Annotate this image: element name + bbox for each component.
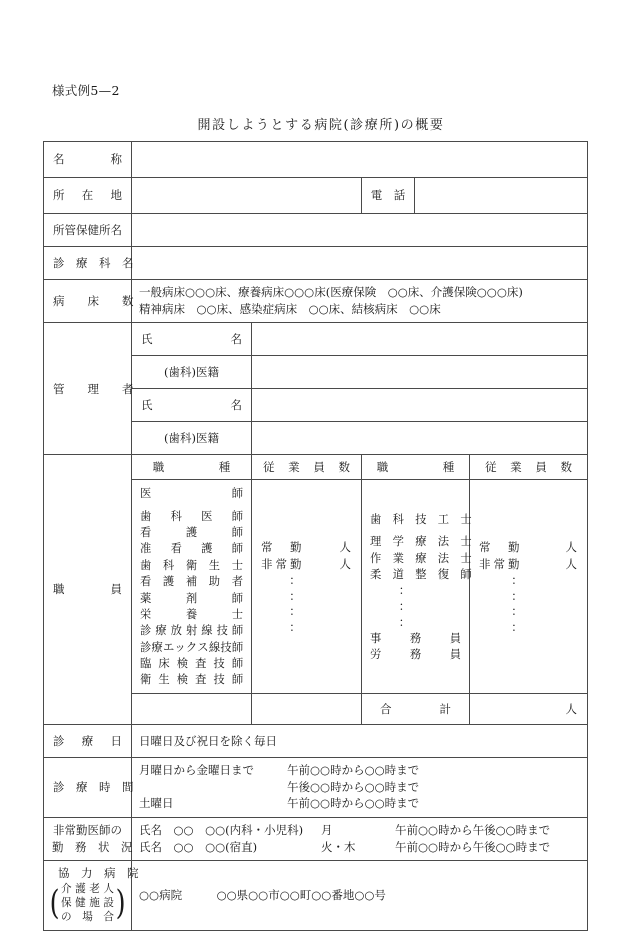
clinic-days-label: 診 療 日 [44,724,132,757]
clinic-hours-value [132,757,588,817]
staff-count-header-left: 従 業 員 数 [252,455,362,480]
form-number: 様式例5—2 [52,83,120,98]
cooperating-hospital-value[interactable]: ○○病院 ○○県○○市○○町○○番地○○号 [132,861,588,931]
job-item: 事 務 員 [370,631,461,645]
count-fulltime-label: 常 勤 [479,540,523,555]
hours-day: 土曜日 [139,796,174,811]
job-item: 理 学 療 法 士 [370,535,472,549]
count-fulltime-row [479,539,577,556]
job-item: 医 師 [140,487,243,501]
count-placeholder: ： [289,620,301,635]
part-time-day: 月 [321,822,333,837]
administrator-registry-value-2[interactable] [252,422,588,455]
table-row-department [44,247,588,280]
count-placeholder: ： [289,588,301,603]
cooperating-label-top: 協 力 病 院 [58,866,139,881]
cooperating-label-paren-lines [61,883,114,925]
administrator-registry-label-1: (歯科)医籍 [132,356,252,389]
table-row-administrator-1 [44,323,588,356]
department-value[interactable] [132,247,588,280]
department-label: 診 療 科 名 [44,247,132,280]
table-row-clinic-days [44,724,588,757]
administrator-name-value-1[interactable] [252,323,588,356]
count-parttime-label: 非常勤 [479,557,523,572]
count-placeholder: ： [511,620,523,635]
job-item: 看 護 師 [140,526,243,540]
cooperating-hospital-label [44,861,139,931]
job-item: 衛 生 検 査 技 師 [140,673,243,687]
job-item: 看 護 補 助 者 [140,575,243,589]
job-placeholder: ： [398,599,411,614]
facility-outline-table [43,141,588,931]
beds-label: 病 床 数 [44,280,132,323]
job-placeholder: ： [398,614,411,629]
hours-time: 午前○○時から○○時まで [287,762,420,777]
staff-count-header-right: 従 業 員 数 [470,455,588,480]
hours-time: 午後○○時から○○時まで [287,779,420,794]
job-item: 臨 床 検 査 技 師 [140,657,243,671]
clinic-days-value: 日曜日及び祝日を除く毎日 [132,724,588,757]
staff-counts-right[interactable] [470,480,588,694]
administrator-registry-value-1[interactable] [252,356,588,389]
paren-line: の 場 合 [61,910,114,923]
administrator-label: 管 理 者 [44,323,132,455]
job-item: 診 療 放 射 線 技 師 [140,624,243,638]
paren-close-icon: ) [115,882,126,923]
staff-jobs-right [362,480,470,694]
cooperating-label-paren-group [50,883,125,925]
staff-total-value[interactable]: 人 [470,693,588,724]
table-row-address [44,178,588,214]
part-time-doctors-value [132,817,588,860]
staff-total-spacer-job [132,693,252,724]
health-center-value[interactable] [132,214,588,247]
hours-day: 月曜日から金曜日まで [139,762,254,777]
job-item: 歯 科 衛 生 士 [140,558,243,572]
job-item: 作 業 療 法 士 [370,551,472,565]
beds-line-2: 精神病床 ○○床、感染症病床 ○○床、結核病床 ○○床 [139,301,441,316]
administrator-registry-label-2: (歯科)医籍 [132,422,252,455]
table-row-part-time-doctors [44,817,588,860]
name-label: 名 称 [44,142,132,178]
job-placeholder: ： [398,583,411,598]
paren-line: 介護老人 [61,882,114,895]
part-time-entry [139,822,580,839]
clinic-hours-label: 診 療 時 間 [44,757,132,817]
staff-label: 職 員 [44,455,132,725]
table-row-cooperating-hospital [44,861,588,931]
staff-jobs-left [132,480,252,694]
job-item: 歯 科 医 師 [140,509,243,523]
unit-person: 人 [339,540,351,555]
staff-total-label: 合 計 [362,693,470,724]
phone-label: 電 話 [362,178,415,214]
hours-line [139,795,580,812]
count-parttime-row [261,556,351,573]
staff-job-header-left: 職 種 [132,455,252,480]
page-title: 開設しようとする病院(診療所)の概要 [197,118,445,133]
staff-job-header-right: 職 種 [362,455,470,480]
part-time-label-line-1: 非常勤医師の [53,823,122,838]
part-time-doctors-label [44,817,132,860]
count-parttime-row [479,556,577,573]
paren-open-icon: ( [49,882,60,923]
count-fulltime-row [261,539,351,556]
part-time-label-line-2: 勤 務 状 況 [52,840,133,855]
job-item: 柔 道 整 復 師 [370,567,472,581]
table-row-staff-header [44,455,588,480]
administrator-name-label-1: 氏 名 [132,323,252,356]
part-time-time: 午前○○時から午後○○時まで [395,822,551,837]
table-row-health-center [44,214,588,247]
job-item: 診療エックス線技師 [140,640,243,654]
staff-counts-left[interactable] [252,480,362,694]
job-item: 薬 剤 師 [140,591,243,605]
hours-line [139,762,580,779]
count-placeholder: ： [511,588,523,603]
address-label: 所 在 地 [44,178,132,214]
part-time-name: 氏名 ○○ ○○(内科・小児科) [139,822,304,837]
job-item: 准 看 護 師 [140,542,243,556]
table-row-clinic-hours [44,757,588,817]
unit-person: 人 [565,557,577,572]
part-time-time: 午前○○時から午後○○時まで [395,839,551,854]
staff-total-spacer-count [252,693,362,724]
beds-line-1: 一般病床○○○床、療養病床○○○床(医療保険 ○○床、介護保険○○○床) [139,285,523,299]
name-value[interactable] [132,142,588,178]
address-value[interactable] [132,178,362,214]
beds-value [132,280,588,323]
table-row-beds [44,280,588,323]
part-time-day: 火・木 [321,839,356,854]
unit-person: 人 [565,540,577,555]
paren-line: 保健施設 [61,896,114,909]
administrator-name-label-2: 氏 名 [132,389,252,422]
count-fulltime-label: 常 勤 [261,540,305,555]
part-time-entry [139,839,580,856]
table-row-name [44,142,588,178]
phone-value[interactable] [415,178,588,214]
health-center-label: 所管保健所名 [44,214,132,247]
count-placeholder: ： [511,572,523,587]
job-item: 栄 養 士 [140,607,243,621]
part-time-name: 氏名 ○○ ○○(宿直) [139,839,258,854]
count-placeholder: ： [289,604,301,619]
hours-time: 午前○○時から○○時まで [287,796,420,811]
job-item: 歯 科 技 工 士 [370,512,472,526]
unit-person: 人 [339,557,351,572]
job-item: 労 務 員 [370,647,461,661]
hours-line [139,779,580,796]
count-placeholder: ： [289,572,301,587]
count-parttime-label: 非常勤 [261,557,305,572]
administrator-name-value-2[interactable] [252,389,588,422]
count-placeholder: ： [511,604,523,619]
